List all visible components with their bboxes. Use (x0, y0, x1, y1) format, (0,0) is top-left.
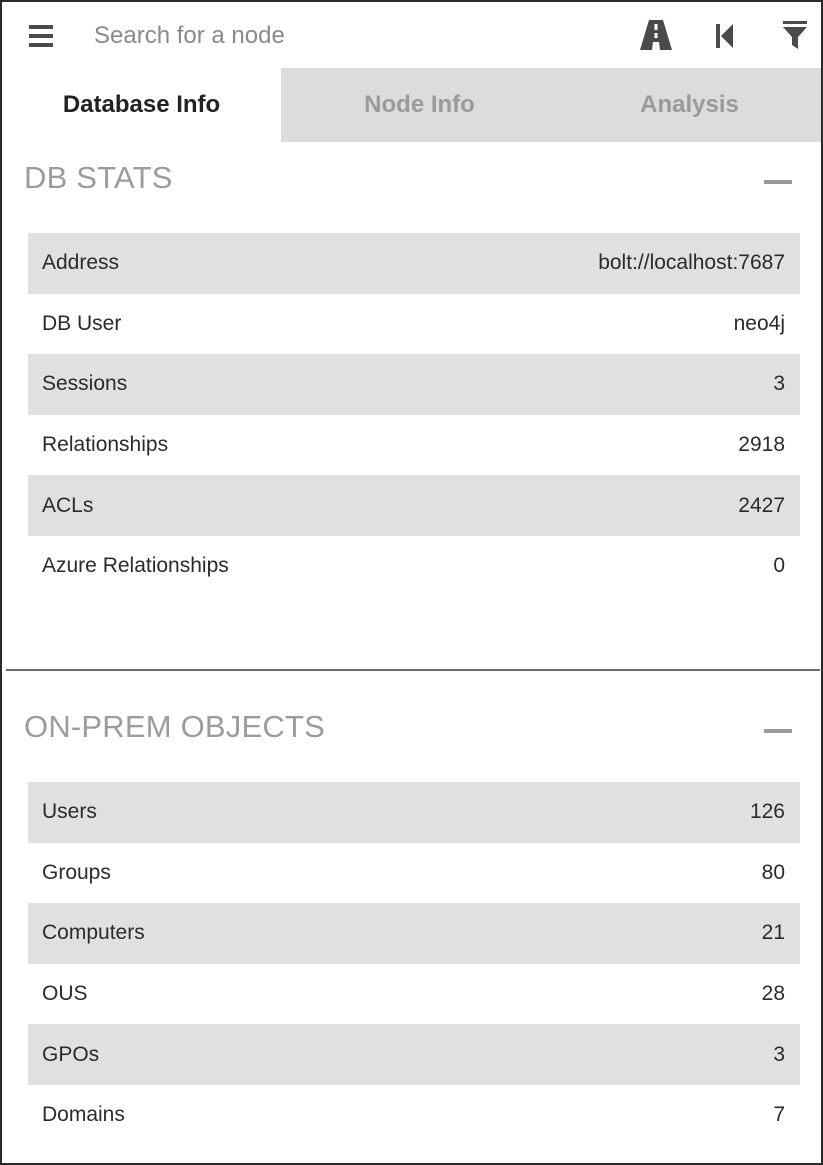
collapse-on-prem-button[interactable] (763, 723, 793, 739)
table-row (28, 843, 800, 904)
row-value: 3 (773, 372, 785, 396)
table-row (28, 233, 800, 294)
db-stats-table (28, 233, 800, 597)
row-label: ACLs (42, 493, 94, 517)
table-row (28, 536, 800, 597)
tab-database-info[interactable]: Database Info (2, 68, 281, 142)
tab-bar (2, 68, 821, 142)
table-row (28, 1024, 800, 1085)
row-value: 28 (761, 982, 785, 1006)
row-value: 3 (773, 1042, 785, 1066)
table-row (28, 1085, 800, 1146)
tab-analysis[interactable]: Analysis (558, 68, 821, 142)
filter-icon[interactable] (783, 21, 807, 49)
on-prem-objects-table (28, 782, 800, 1146)
table-row (28, 354, 800, 415)
table-row (28, 782, 800, 843)
row-value: 2427 (738, 493, 785, 517)
on-prem-objects-title: ON-PREM OBJECTS (24, 709, 325, 744)
db-stats-title: DB STATS (24, 160, 173, 195)
section-divider (6, 669, 820, 671)
db-stats-header (24, 160, 799, 200)
minus-icon (764, 180, 792, 184)
row-value: 7 (773, 1103, 785, 1127)
table-row (28, 903, 800, 964)
search-input[interactable] (94, 18, 534, 54)
table-row (28, 415, 800, 476)
row-label: Computers (42, 921, 145, 945)
row-label: GPOs (42, 1042, 100, 1066)
row-label: Azure Relationships (42, 554, 229, 578)
row-value: 21 (761, 921, 785, 945)
row-label: DB User (42, 311, 122, 335)
on-prem-objects-header (24, 709, 799, 749)
row-label: Relationships (42, 433, 169, 457)
table-row (28, 475, 800, 536)
hamburger-menu-icon[interactable] (29, 25, 53, 47)
back-icon[interactable] (715, 24, 735, 48)
row-label: Sessions (42, 372, 128, 396)
row-value: bolt://localhost:7687 (598, 251, 785, 275)
row-value: 126 (749, 800, 785, 824)
table-row (28, 294, 800, 355)
row-label: Groups (42, 860, 111, 884)
row-value: 0 (773, 554, 785, 578)
row-value: 2918 (738, 433, 785, 457)
search-bar (2, 2, 821, 68)
pathfinding-icon[interactable] (640, 20, 672, 50)
row-label: OUS (42, 982, 88, 1006)
tab-node-info[interactable]: Node Info (281, 68, 558, 142)
minus-icon (764, 729, 792, 733)
row-label: Users (42, 800, 97, 824)
table-row (28, 964, 800, 1025)
row-label: Domains (42, 1103, 125, 1127)
row-value: 80 (761, 860, 785, 884)
row-value: neo4j (733, 311, 785, 335)
collapse-db-stats-button[interactable] (763, 174, 793, 190)
row-label: Address (42, 251, 120, 275)
